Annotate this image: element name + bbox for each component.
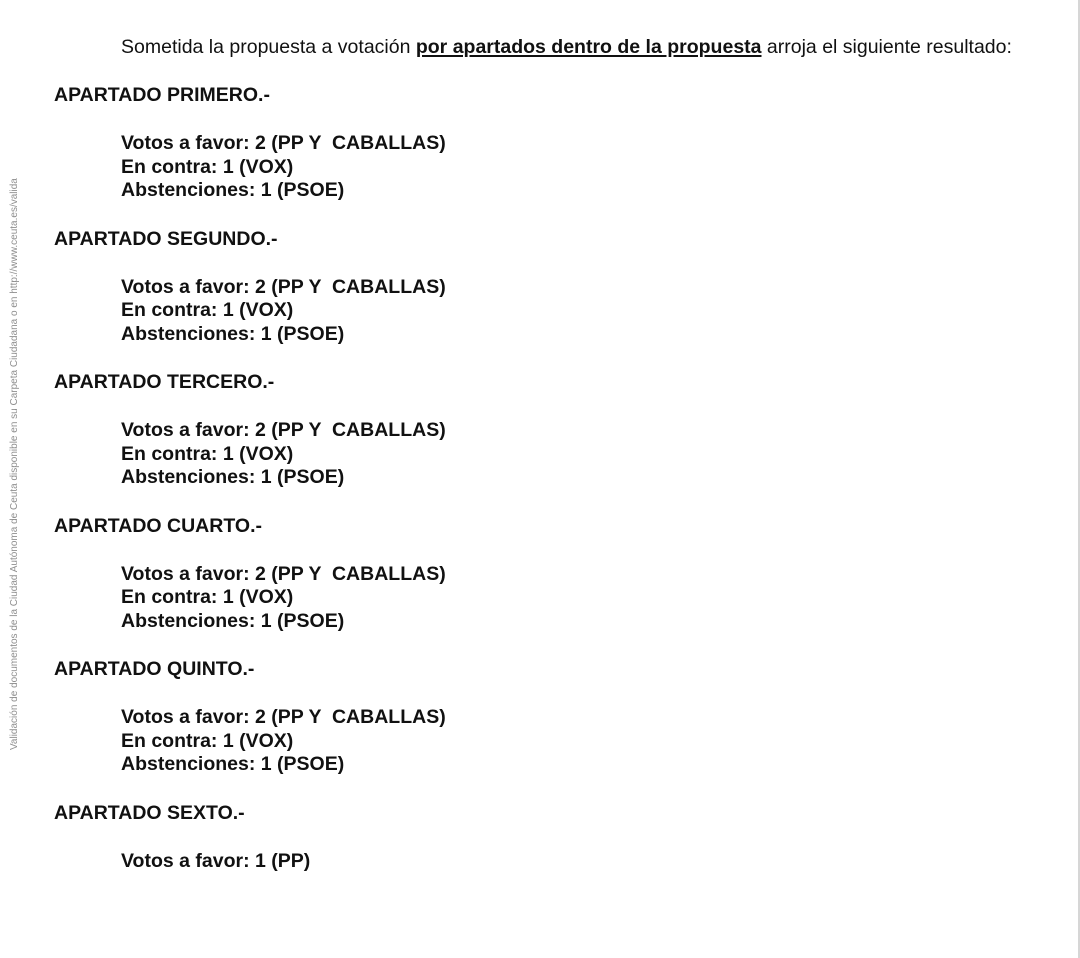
vote-results	[121, 706, 1014, 777]
validation-side-note-text: Validación de documentos de la Ciudad Autónoma de Ceuta disponible en su Carpeta Ciudadana o en http://www.ceuta.es/valida	[9, 178, 20, 750]
section-title: APARTADO TERCERO.-	[54, 371, 275, 393]
votes-against: En contra: 1 (VOX)	[121, 729, 294, 752]
section-title: APARTADO PRIMERO.-	[54, 84, 270, 106]
section-title: APARTADO SEGUNDO.-	[54, 227, 278, 250]
intro-underlined-text: por apartados dentro de la propuesta	[415, 36, 762, 58]
section-cuarto	[54, 515, 1014, 634]
vote-results	[121, 419, 1014, 490]
votes-abstentions: Abstenciones: 1 (PSOE)	[121, 753, 345, 775]
votes-in-favor: Votos a favor: 2 (PP Y CABALLAS)	[121, 706, 446, 728]
section-title: APARTADO SEXTO.-	[54, 801, 245, 824]
votes-in-favor: Votos a favor: 1 (PP)	[121, 849, 311, 872]
votes-in-favor: Votos a favor: 2 (PP Y CABALLAS)	[121, 275, 446, 298]
document-body	[54, 36, 1014, 873]
votes-abstentions: Abstenciones: 1 (PSOE)	[121, 179, 345, 201]
section-sexto	[54, 802, 1014, 874]
vote-results	[121, 850, 1014, 874]
section-title: APARTADO QUINTO.-	[54, 658, 255, 680]
intro-text-after: arroja el siguiente resultado:	[761, 36, 1012, 58]
votes-abstentions: Abstenciones: 1 (PSOE)	[121, 609, 345, 632]
vote-results	[121, 563, 1014, 634]
votes-in-favor: Votos a favor: 2 (PP Y CABALLAS)	[121, 132, 446, 154]
votes-in-favor: Votos a favor: 2 (PP Y CABALLAS)	[121, 562, 446, 585]
votes-against: En contra: 1 (VOX)	[121, 155, 294, 178]
votes-against: En contra: 1 (VOX)	[121, 299, 294, 321]
validation-side-note	[0, 0, 20, 750]
votes-in-favor: Votos a favor: 2 (PP Y CABALLAS)	[121, 419, 446, 441]
section-segundo	[54, 228, 1014, 347]
section-primero	[54, 84, 1014, 203]
section-tercero	[54, 371, 1014, 490]
votes-abstentions: Abstenciones: 1 (PSOE)	[121, 466, 345, 488]
vote-results	[121, 276, 1014, 347]
section-title: APARTADO CUARTO.-	[54, 514, 262, 537]
votes-against: En contra: 1 (VOX)	[121, 442, 294, 465]
section-quinto	[54, 658, 1014, 777]
votes-against: En contra: 1 (VOX)	[121, 586, 294, 608]
votes-abstentions: Abstenciones: 1 (PSOE)	[121, 322, 345, 345]
intro-text-before: Sometida la propuesta a votación	[121, 36, 416, 58]
intro-paragraph	[54, 36, 1014, 59]
vote-results	[121, 132, 1014, 203]
